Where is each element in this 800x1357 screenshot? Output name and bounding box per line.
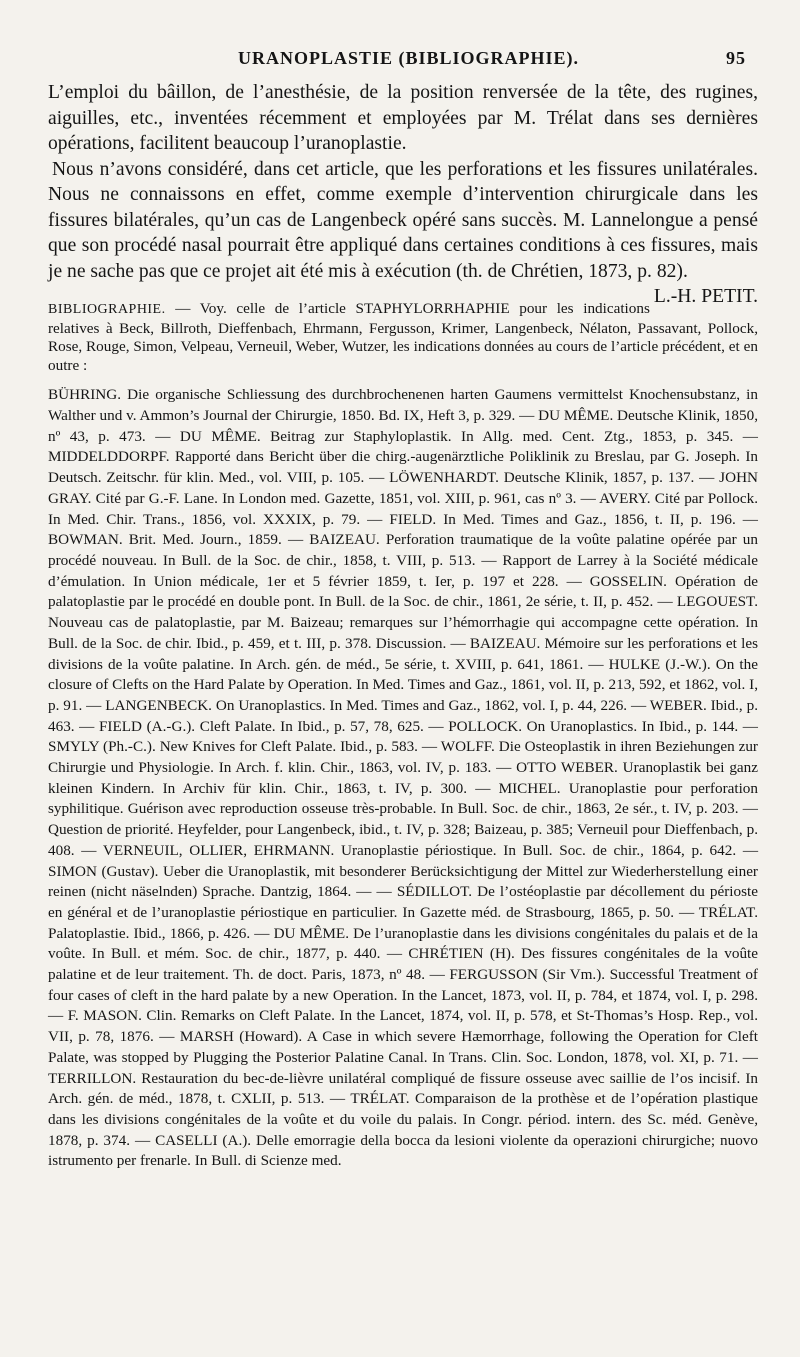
reference-list	[48, 385, 758, 1172]
bibliography-label: BIBLIOGRAPHIE.	[48, 302, 166, 317]
running-header	[48, 44, 758, 80]
reference-text: BÜHRING. Die organische Schliessung des durchbrochenenen harten Gaumens vermittelst Knochensubstanz, in Walther und v. Ammon’s Journal der Chirurgie, 1850. Bd. IX, Heft 3, p. 329. — DU MÊME. Deutsche Klinik, 1850, nº 43, p. 473. — DU MÊME. Beitrag zur Staphyloplastik. In Allg. med. Cent. Ztg., 1853, p. 345. — MIDDELDDORPF. Rapporté dans Bericht über die chirg.-augenärztliche Poliklinik zu Breslau, par G. Joseph. In Deutsch. Zeitschr. für klin. Med., vol. VIII, p. 105. — LÖWENHARDT. Deutsche Klinik, 1857, p. 137. — JOHN GRAY. Cité par G.-F. Lane. In London med. Gazette, 1851, vol. XIII, p. 961, cas nº 3. — AVERY. Cité par Pollock. In Med. Chir. Trans., 1856, vol. XXXIX, p. 79. — FIELD. In Med. Times and Gaz., 1856, t. II, p. 196. — BOWMAN. Brit. Med. Journ., 1859. — BAIZEAU. Perforation traumatique de la voûte palatine opérée par un procédé nouveau. In Bull. de la Soc. de chir., 1858, t. VIII, p. 513. — Rapport de Larrey à la Société médicale d’émulation. In Union médicale, 1er et 5 février 1859, t. Ier, p. 197 et 228. — GOSSELIN. Opération de palatoplastie par le procédé en double pont. In Bull. de la Soc. de chir., 1861, 2e série, t. II, p. 452. — LEGOUEST. Nouveau cas de palatoplastie, par M. Baizeau; remarques sur l’hémorrhagie qui accompagne cette opération. In Bull. de la Soc. de chir. Ibid., p. 459, et t. III, p. 378. Discussion. — BAIZEAU. Mémoire sur les perforations et les divisions de la voûte palatine. In Arch. gén. de méd., 5e série, t. XVIII, p. 641, 1861. — HULKE (J.-W.). On the closure of Clefts on the Hard Palate by Operation. In Med. Times and Gaz., 1861, vol. II, p. 213, 592, et 1862, vol. I, p. 91. — LANGENBECK. On Uranoplastics. In Med. Times and Gaz., 1862, vol. I, p. 44, 226. — WEBER. Ibid., p. 463. — FIELD (A.-G.). Cleft Palate. In Ibid., p. 57, 78, 625. — POLLOCK. On Uranoplastics. In Ibid., p. 144. — SMYLY (Ph.-C.). New Knives for Cleft Palate. Ibid., p. 583. — WOLFF. Die Osteoplastik in ihren Beziehungen zur Chirurgie und Physiologie. In Arch. f. klin. Chir., 1863, vol. IV, p. 183. — OTTO WEBER. Uranoplastik bei ganz kleinen Kindern. In Archiv für klin. Chir., 1863, t. IV, p. 300. — MICHEL. Uranoplastie pour perforation syphilitique. Guérison avec reproduction osseuse très-probable. In Bull. Soc. de chir., 1863, 2e sér., t. IV, p. 203. — Question de priorité. Heyfelder, pour Langenbeck, ibid., t. IV, p. 328; Baizeau, p. 385; Verneuil pour Dieffenbach, p. 408. — VERNEUIL, OLLIER, EHRMANN. Uranoplastie périostique. In Bull. Soc. de chir., 1864, p. 642. — SIMON (Gustav). Ueber die Uranoplastik, mit besonderer Berücksichtigung der Mittel zur Wiederherstellung einer reinen (nicht näselnden) Sprache. Dantzig, 1864. — — SÉDILLOT. De l’ostéoplastie par décollement du périoste en général et de l’uranoplastie périostique en particulier. In Gazette méd. de Strasbourg, 1865, p. 50. — TRÉLAT. Palatoplastie. Ibid., 1866, p. 426. — DU MÊME. De l’uranoplastie dans les divisions congénitales du palais et de la voûte. In Bull. et mém. Soc. de chir., 1877, p. 440. — CHRÉTIEN (H). Des fissures congénitales de la voûte palatine et de leur traitement. Th. de doct. Paris, 1873, nº 48. — FERGUSSON (Sir Vm.). Successful Treatment of four cases of cleft in the hard palate by a new Operation. In the Lancet, 1873, vol. II, p. 784, et 1874, vol. I, p. 298. — F. MASON. Clin. Remarks on Cleft Palate. In the Lancet, 1874, vol. II, p. 578, et St-Thomas’s Hosp. Rep., vol. VII, p. 78, 1876. — MARSH (Howard). A Case in which severe Hæmorrhage, following the Operation for Cleft Palate, was stopped by Plugging the Posterior Palatine Canal. In Trans. Clin. Soc. London, 1878, vol. XI, p. 71. — TERRILLON. Restauration du bec-de-lièvre unilatéral compliqué de fissure osseuse avec saillie de l’os incisif. In Arch. gén. de méd., 1878, t. CXLII, p. 513. — TRÉLAT. Comparaison de la prothèse et de l’opération plastique dans les divisions congénitales de la voûte et du voile du palais. In Congr. périod. intern. des Sc. méd. Genève, 1878, p. 374. — CASELLI (A.). Delle emorragie della bocca da lesioni violente da operazioni chirurgiche; nuovo istrumento per frenarle. In Bull. di Scienze med.	[48, 386, 758, 1170]
paragraph-2-text: Nous n’avons considéré, dans cet article, que les perforations et les fissures unilatérales. Nous ne connaissons en effet, comme exemple d’intervention chirurgicale dans les fissures bilatérales, qu’un cas de Langenbeck opéré sans succès. M. Lannelongue a pensé que son procédé nasal pourrait être appliqué dans certaines conditions à ces fissures, mais je ne sache pas que ce projet ait été mis à exécution (th. de Chrétien, 1873, p. 82).	[48, 158, 758, 282]
bibliography-intro	[48, 300, 758, 375]
paragraph-1: L’emploi du bâillon, de l’anesthésie, de la position renversée de la tête, des rugines, aiguilles, etc., inventées récemment et employées par M. Trélat dans ses dernières opérations, facilitent beaucoup l’uranoplastie.	[48, 82, 758, 154]
page-number: 95	[726, 48, 746, 68]
paragraph-2	[48, 157, 758, 307]
running-title: URANOPLASTIE (BIBLIOGRAPHIE).	[238, 48, 580, 68]
author-signature: L.-H. PETIT.	[653, 286, 758, 307]
bibliography-intro-text: — Voy. celle de l’article STAPHYLORRHAPHIE pour les indications relatives à Beck, Billroth, Dieffenbach, Ehrmann, Fergusson, Krimer, Langenbeck, Nélaton, Passavant, Pollock, Rose, Rouge, Simon, Velpeau, Verneuil, Weber, Wutzer, les indications données au cours de l’article précédent, et en outre :	[48, 300, 758, 374]
